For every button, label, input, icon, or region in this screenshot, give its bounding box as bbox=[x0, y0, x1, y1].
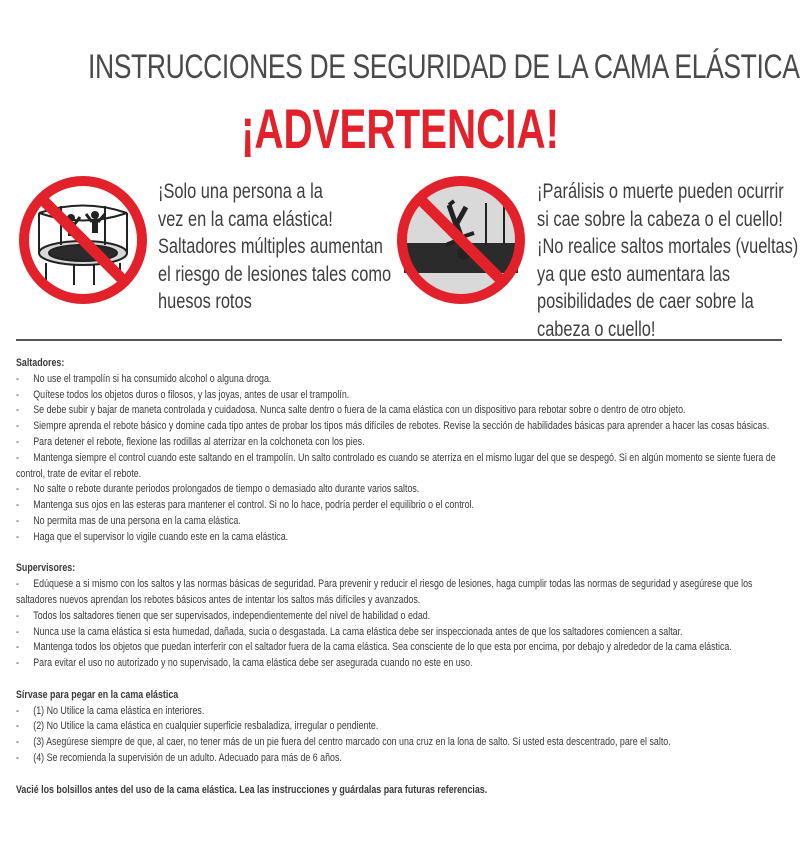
section-heading-sticker: Sírvase para pegar en la cama elástica bbox=[16, 688, 179, 701]
sign-2-text bbox=[537, 178, 798, 343]
sign-2-line: ya que esto aumentara las bbox=[537, 262, 731, 286]
rule-item: Mantenga todos los objetos que puedan interferir con el saltador fuera de la cama elástica. Sea consciente de lo que esta por encima, por debajo y alrededor de la cama elástica. bbox=[33, 641, 732, 654]
no-flips-icon bbox=[394, 173, 528, 307]
rule-item: (1) No Utilice la cama elástica en interiores. bbox=[33, 704, 205, 717]
rule-item: Haga que el supervisor lo vigile cuando este en la cama elástica. bbox=[33, 530, 289, 543]
section-heading-jumpers: Saltadores: bbox=[16, 357, 65, 369]
rule-item: Se debe subir y bajar de maneta controlada y cuidadosa. Nunca salte dentro o fuera de la cama elástica con un dispositivo para rebotar sobre o dentro de otro objeto. bbox=[33, 404, 686, 417]
rule-item: No salte o rebote durante periodos prolongados de tiempo o demasiado alto durante varios saltos. bbox=[33, 483, 420, 496]
rule-item: No permita mas de una persona en la cama elástica. bbox=[33, 514, 241, 527]
sign-1-line: huesos rotos bbox=[158, 290, 252, 313]
sign-1-line: ¡Solo una persona a la bbox=[158, 180, 323, 203]
warning-heading: ¡ADVERTENCIA! bbox=[240, 97, 560, 160]
rule-item: Mantenga siempre el control cuando este saltando en el trampolín. Un salto controlado es cuando se aterriza en el mismo lugar del que se despegó. Si en algún momento se siente fuera de control, trate de evitar el rebote. bbox=[16, 451, 776, 480]
rule-item: Quítese todos los objetos duros o filosos, y las joyas, antes de usar el trampolín. bbox=[33, 388, 350, 401]
sign-2-line: si cae sobre la cabeza o el cuello! bbox=[537, 207, 783, 231]
sign-1-line: vez en la cama elástica! bbox=[158, 207, 333, 231]
sign-1-line: el riesgo de lesiones tales como bbox=[158, 262, 392, 286]
rule-item: Edúquese a si mismo con los saltos y las normas básicas de seguridad. Para prevenir y reducir el riesgo de lesiones, haga cumplir todas las normas de seguridad y asegúrese que los saltadores nuevos aprendan los rebotes básicos antes de intentar los saltos más difíciles y avanzados. bbox=[16, 578, 753, 606]
rule-item: (2) No Utilice la cama elástica en cualquier superficie resbaladiza, irregular o pendiente. bbox=[33, 720, 379, 733]
rule-item: (4) Se recomienda la supervisión de un adulto. Adecuado para más de 6 años. bbox=[33, 751, 342, 764]
sign-1-text bbox=[158, 178, 391, 316]
rule-item: Para evitar el uso no autorizado y no supervisado, la cama elástica debe ser asegurada cuando no este en uso. bbox=[33, 657, 473, 670]
no-multiple-jumpers-icon bbox=[16, 173, 150, 307]
rule-item: Para detener el rebote, flexione las rodillas al aterrizar en la colchoneta con los pies. bbox=[33, 435, 365, 448]
page-title: INSTRUCCIONES DE SEGURIDAD DE LA CAMA ELÁSTICA bbox=[88, 48, 800, 86]
footer-note: Vacié los bolsillos antes del uso de la cama elástica. Lea las instrucciones y guárdalas para futuras referencias. bbox=[16, 783, 488, 796]
sign-2-line: ¡No realice saltos mortales (vueltas) bbox=[537, 235, 799, 258]
sign-2-line: ¡Parálisis o muerte pueden ocurrir bbox=[537, 180, 784, 203]
rule-item: Siempre aprenda el rebote básico y domine cada tipo antes de probar los tipos más difíciles de rebotes. Revise la sección de habilidades básicas para aprender a hacer las cosas básicas. bbox=[33, 420, 770, 433]
rule-item: No use el trampolín si ha consumido alcohol o alguna droga. bbox=[33, 372, 272, 385]
rule-item: Todos los saltadores tienen que ser supervisados, independientemente del nivel de habilidad o edad. bbox=[33, 609, 431, 622]
sign-2-line: cabeza o cuello! bbox=[537, 317, 656, 341]
sign-1-line: Saltadores múltiples aumentan bbox=[158, 235, 383, 258]
rule-item: Mantenga sus ojos en las esteras para mantener el control. Si no lo hace, podría perder el equilibrio o el control. bbox=[33, 499, 474, 512]
rule-item: (3) Asegúrese siempre de que, al caer, no tener más de un pie fuera del centro marcado con una cruz en la lona de salto. Si usted esta descentrado, pare el salto. bbox=[33, 736, 671, 749]
rule-item: Nunca use la cama elástica si esta humedad, dañada, sucia o desgastada. La cama elástica debe ser inspeccionada antes de que los saltadores comiencen a saltar. bbox=[33, 625, 683, 638]
instructions-body: Saltadores: - No use el trampolín si ha consumido alcohol o alguna droga. - Quítese todos los objetos duros o filosos, y las joyas, antes de usar el trampolín. - Se debe subir y bajar de maneta controlada y cuidadosa. Nunca salte dentro o fuera de la cama elástica con un dispositivo para rebotar sobre o dentro de otro objeto. - Siempre aprenda el rebote básico y domine cada tipo antes de probar los tipos más difíciles de rebotes. Revise la sección de habilidades básicas para aprender a hacer las cosas básicas. - Para detener el rebote, flexione las rodillas al aterrizar en la colchoneta con los pies. - Mantenga siempre el control cuando este saltando en el trampolín. Un salto controlado es cuando se aterriza en el mismo lugar del que se despegó. Si en algún momento se siente fuera de control, trate de evitar el rebote. - No salte o rebote durante periodos prolongados de tiempo o demasiado alto durante varios saltos. - Mantenga sus ojos en las esteras para mantener el control. Si no lo hace, podría perder el equilibrio o el control. - No permita mas de una persona en la cama elástica. - Haga que el supervisor lo vigile cuando este en la cama elástica. Supervisores: - Edúquese a si mismo con los saltos y las normas básicas de seguridad. Para prevenir y reducir el riesgo de lesiones, haga cumplir todas las normas de seguridad y asegúrese que los saltadores nuevos aprendan los rebotes básicos antes de intentar los saltos más difíciles y avanzados. - Todos los saltadores tienen que ser supervisados, independientemente del nivel de habilidad o edad. - Nunca use la cama elástica si esta humedad, dañada, sucia o desgastada. La cama elástica debe ser inspeccionada antes de que los saltadores comiencen a saltar. - Mantenga todos los objetos que puedan interferir con el saltador fuera de la cama elástica. Sea consciente de lo que esta por encima, por debajo y alrededor de la cama elástica. - Para evitar el uso no autorizado y no supervisado, la cama elástica debe ser asegurada cuando no este en uso. Sírvase para pegar en la cama elástica - (1) No Utilice la cama elástica en interiores. - (2) No Utilice la cama elástica en cualquier superficie resbaladiza, irregular o pendiente. - (3) Asegúrese siempre de que, al caer, no tener más de un pie fuera del centro marcado con una cruz en la lona de salto. Si usted esta descentrado, pare el salto. - (4) Se recomienda la supervisión de un adulto. Adecuado para más de 6 años. Vacié los bolsillos antes del uso de la cama elástica. Lea las instrucciones y guárdalas para futuras referencias. bbox=[16, 356, 781, 798]
section-heading-supervisors: Supervisores: bbox=[16, 562, 76, 575]
section-divider bbox=[16, 339, 782, 341]
sign-2-line: posibilidades de caer sobre la bbox=[537, 290, 754, 313]
